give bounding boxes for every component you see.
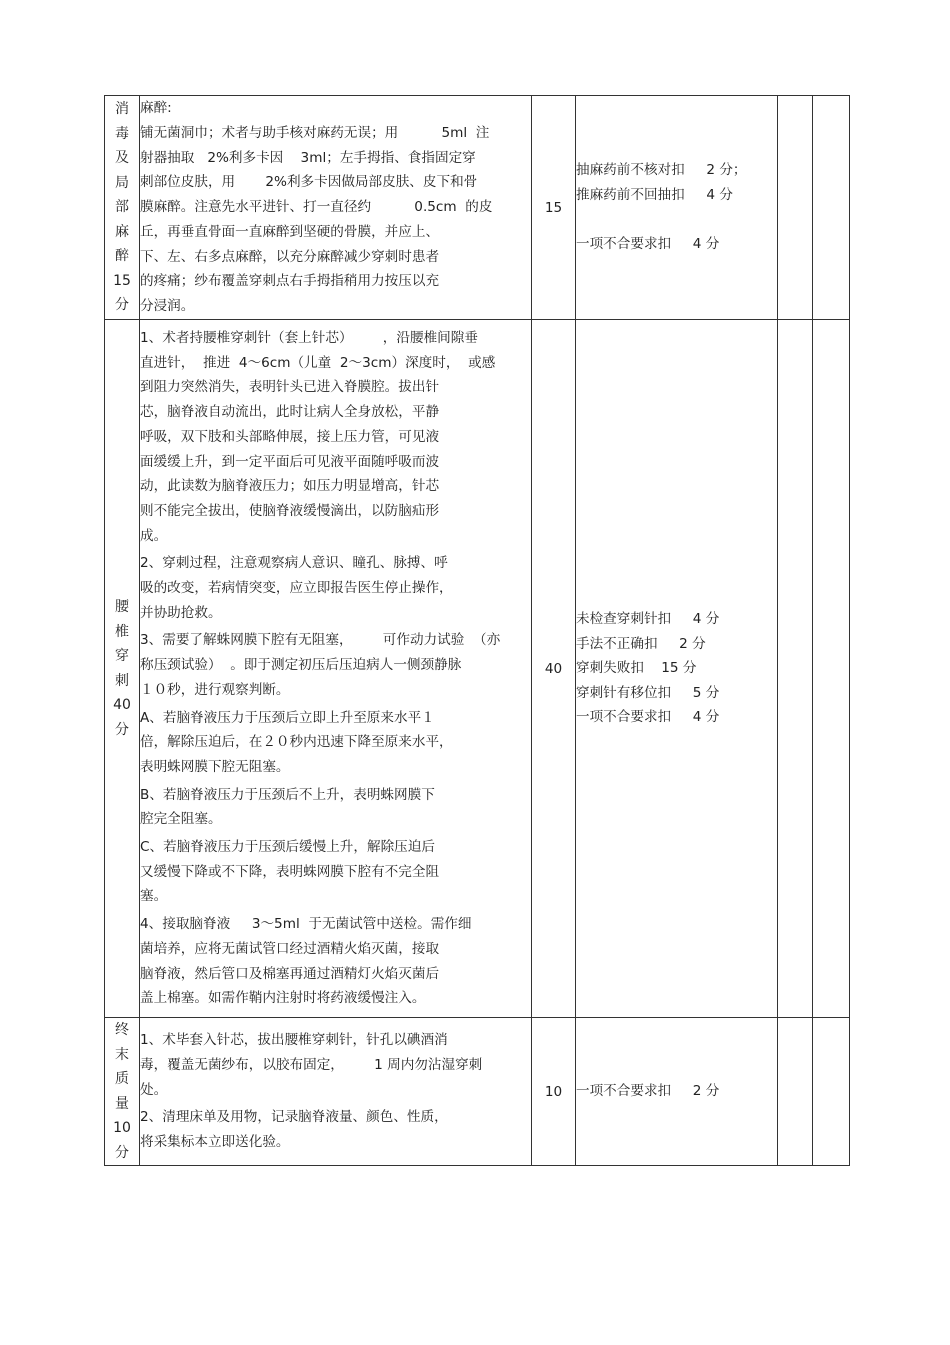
content-paragraph [140,912,531,1011]
content-line: 则不能完全拔出，使脑脊液缓慢滴出，以防脑疝形 [140,502,440,519]
content-cell [140,1018,532,1166]
category-char: 腰 [115,599,129,615]
category-char: 量 [115,1095,129,1112]
category-char: 40 [113,697,131,713]
content-paragraph [140,628,531,702]
table-row [105,1018,850,1166]
content-paragraph [140,551,531,625]
content-line: 铺无菌洞巾；术者与助手核对麻药无误；用 5ml 注 [140,125,490,142]
deduction-line: 穿刺失败扣 15 分 [576,660,697,677]
blank-cell [813,96,850,320]
content-line: 1、术毕套入针芯，拔出腰椎穿刺针，针孔以碘酒消 [140,1032,448,1049]
category-char: 分 [115,1144,129,1161]
scoring-table [104,95,850,1166]
table-row [105,320,850,1018]
content-paragraph [140,1105,531,1154]
content-line: 成。 [140,527,168,544]
content-paragraph [140,835,531,909]
category-cell [105,1018,140,1166]
content-line: 菌培养，应将无菌试管口经过酒精火焰灭菌，接取 [140,940,440,957]
content-line: 的疼痛；纱布覆盖穿刺点右手拇指稍用力按压以充 [140,273,440,290]
deduction-cell [576,320,778,1018]
content-paragraph [140,783,531,832]
content-line: 又缓慢下降或不下降，表明蛛网膜下腔有不完全阻 [140,863,440,880]
table-row [105,96,850,320]
content-line: 1、术者持腰椎穿刺针（套上针芯） ，沿腰椎间隙垂 [140,330,478,346]
content-line: C、若脑脊液压力于压颈后缓慢上升，解除压迫后 [140,839,435,856]
content-line: 呼吸，双下肢和头部略伸展，接上压力管，可见液 [140,428,440,445]
category-char: 毒 [115,125,129,142]
category-cell [105,320,140,1018]
deduction-line [576,208,777,233]
content-line: 脑脊液，然后管口及棉塞再通过酒精灯火焰灭菌后 [140,965,440,982]
content-line: 动，此读数为脑脊液压力；如压力明显增高，针芯 [140,478,440,495]
table-body [105,96,850,1166]
category-char: 部 [115,199,129,216]
content-line: 盖上棉塞。如需作鞘内注射时将药液缓慢注入。 [140,990,426,1007]
category-char: 分 [115,297,129,314]
category-char: 椎 [115,623,129,640]
blank-cell [778,1018,813,1166]
deduction-line: 一项不合要求扣 4 分 [576,709,720,726]
content-line: 面缓缓上升，到一定平面后可见液平面随呼吸而波 [140,453,440,470]
deduction-cell [576,1018,778,1166]
blank-cell [778,320,813,1018]
content-line: 分浸润。 [140,297,195,314]
content-line: 下、左、右多点麻醉，以充分麻醉减少穿刺时患者 [140,248,440,265]
content-paragraph [140,706,531,780]
blank-cell [778,96,813,320]
content-line: B、若脑脊液压力于压颈后不上升，表明蛛网膜下 [140,786,435,803]
content-line: 射器抽取 2%利多卡因 3ml；左手拇指、食指固定穿 [140,149,476,166]
deduction-line: 未检查穿刺针扣 4 分 [576,611,720,628]
content-paragraph [140,326,531,548]
deduction-line: 推麻药前不回抽扣 4 分 [576,186,733,203]
content-line: 处。 [140,1081,168,1098]
deduction-line: 手法不正确扣 2 分 [576,635,706,652]
blank-cell [813,1018,850,1166]
category-char: 终 [115,1022,129,1038]
content-line: 2、清理床单及用物，记录脑脊液量、颜色、性质， [140,1109,448,1126]
category-char: 15 [113,272,131,289]
content-cell [140,320,532,1018]
category-char: 醉 [115,248,129,265]
content-line: 倍，解除压迫后，在２０秒内迅速下降至原来水平， [140,734,453,751]
content-line: 4、接取脑脊液 3～5ml 于无菌试管中送检。需作细 [140,916,472,933]
category-char: 分 [115,721,129,738]
category-cell [105,96,140,320]
category-char: 及 [115,150,129,167]
content-line: 将采集标本立即送化验。 [140,1134,290,1151]
content-line: 芯，脑脊液自动流出，此时让病人全身放松，平静 [140,404,440,421]
category-char: 10 [113,1120,131,1136]
score-cell: 10 [532,1018,576,1166]
deduction-line: 穿刺针有移位扣 5 分 [576,684,720,701]
score-cell: 15 [532,96,576,320]
content-line: 表明蛛网膜下腔无阻塞。 [140,758,290,775]
content-line: 到阻力突然消失，表明针头已进入脊膜腔。拔出针 [140,379,440,396]
category-char: 穿 [115,648,129,664]
category-char: 质 [115,1071,129,1087]
content-line: 吸的改变，若病情突变，应立即报告医生停止操作， [140,580,453,597]
content-cell [140,96,532,320]
content-line: 丘，再垂直骨面一直麻醉到坚硬的骨膜，并应上、 [140,223,440,240]
category-char: 麻 [115,223,129,240]
deduction-line: 一项不合要求扣 2 分 [576,1083,720,1100]
category-char: 末 [115,1046,129,1063]
content-paragraph [140,96,531,318]
content-line: 3、需要了解蛛网膜下腔有无阻塞， 可作动力试验 （亦 [140,632,501,649]
content-line: 并协助抢救。 [140,604,222,621]
content-paragraph [140,1028,531,1102]
content-line: 刺部位皮肤，用 2%利多卡因做局部皮肤、皮下和骨 [140,174,478,191]
content-line: 膜麻醉。注意先水平进针、打一直径约 0.5cm 的皮 [140,199,493,216]
category-char: 刺 [115,672,129,689]
blank-cell [813,320,850,1018]
deduction-line: 一项不合要求扣 4 分 [576,236,720,253]
content-line: 毒，覆盖无菌纱布，以胶布固定， 1 周内勿沾湿穿刺 [140,1056,483,1073]
content-line: １０秒，进行观察判断。 [140,681,290,698]
content-line: 塞。 [140,888,168,905]
content-line: 麻醉: [140,100,172,117]
content-line: 2、穿刺过程，注意观察病人意识、瞳孔、脉搏、呼 [140,555,448,572]
content-line: 称压颈试验） 。即于测定初压后压迫病人一侧颈静脉 [140,657,462,674]
content-line: 直进针， 推进 4～6cm（儿童 2～3cm）深度时， 或感 [140,354,496,371]
category-char: 局 [115,174,129,191]
content-line: A、若脑脊液压力于压颈后立即上升至原来水平１ [140,709,435,726]
deduction-line: 抽麻药前不核对扣 2 分； [576,162,747,179]
score-cell: 40 [532,320,576,1018]
content-line: 腔完全阻塞。 [140,811,222,828]
deduction-cell [576,96,778,320]
category-char: 消 [115,101,129,118]
